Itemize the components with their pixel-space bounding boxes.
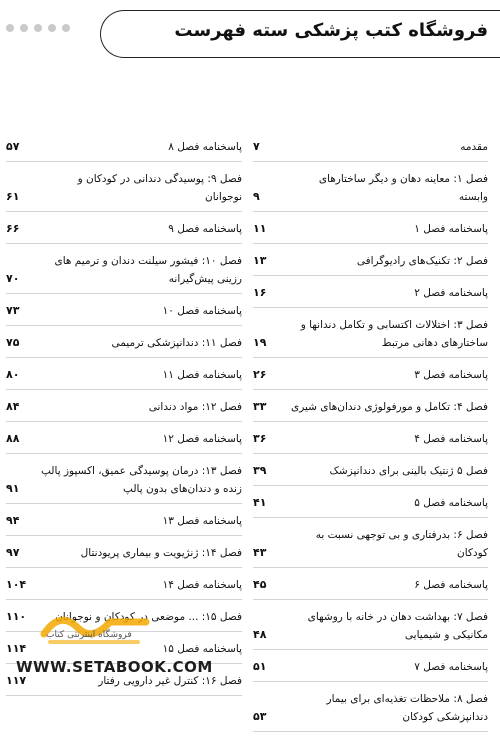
toc-entry: پاسخنامه فصل ۸ ۵۷ [6, 136, 242, 162]
toc-column-right [253, 136, 488, 738]
page-number: ۱۱ [253, 222, 267, 235]
page-number: ۱۱۷ [6, 674, 27, 687]
setabook-logo [40, 604, 150, 652]
page-number: ۲۶ [253, 368, 267, 381]
toc-entry: فصل ۱۰: فیشور سیلنت دندان و ترمیم های رزینی پیش‌گیرانه ۷۰ [6, 250, 242, 294]
page-number: ۷۰ [6, 272, 20, 285]
toc-entry: فصل ۵ ژنتیک بالینی برای دندانپزشک ۳۹ [253, 460, 488, 486]
dot [48, 24, 56, 32]
toc-entry: مقدمه ۷ [253, 136, 488, 162]
setabook-watermark [6, 600, 256, 700]
toc-entry: فصل ۱۶: کنترل غیر دارویی رفتار ۱۱۷ [6, 670, 242, 696]
toc-entry: فصل ۱۲: مواد دندانی ۸۴ [6, 396, 242, 422]
page-number: ۴۱ [253, 496, 267, 509]
page-number: ۳۶ [253, 432, 267, 445]
toc-entry: پاسخنامه فصل ۱۱ ۸۰ [6, 364, 242, 390]
toc-entry: فصل ۳: اختلالات اکتسابی و تکامل دندانها و ساختارهای دهانی مرتبط ۱۹ [253, 314, 488, 358]
page-number: ۷۳ [6, 304, 20, 317]
toc-entry: پاسخنامه فصل ۷ ۵۱ [253, 656, 488, 682]
page-number: ۶۶ [6, 222, 20, 235]
toc-entry: فصل ۱۵: ... موضعی در کودکان و نوجوانان ۱۱۰ [6, 606, 242, 632]
toc-entry: پاسخنامه فصل ۵ ۴۱ [253, 492, 488, 518]
toc-entry: پاسخنامه فصل ۶ ۴۵ [253, 574, 488, 600]
toc-entry: فصل ۸: ملاحظات تغذیه‌ای برای بیمار دندانپزشکی کودکان ۵۳ [253, 688, 488, 732]
page-title: فروشگاه کتب پزشکی سته فهرست [174, 20, 488, 41]
toc-entry: فصل ۲: تکنیک‌های رادیوگرافی ۱۳ [253, 250, 488, 276]
watermark-url: WWW.SETABOOK.COM [16, 658, 213, 676]
page-number: ۸۰ [6, 368, 20, 381]
page-number: ۳۹ [253, 464, 267, 477]
page-number: ۵۱ [253, 660, 267, 673]
page-number: ۷۵ [6, 336, 20, 349]
dot [6, 24, 14, 32]
toc-entry: پاسخنامه فصل ۴ ۳۶ [253, 428, 488, 454]
page-number: ۸۸ [6, 432, 20, 445]
page-number: ۳۳ [253, 400, 267, 413]
toc-entry: پاسخنامه فصل ۱۴ ۱۰۴ [6, 574, 242, 600]
page-number: ۱۶ [253, 286, 267, 299]
page-number: ۹۴ [6, 514, 20, 527]
dot [62, 24, 70, 32]
page-dots [6, 24, 70, 32]
toc-entry: فصل ۱۴: ژنژیویت و بیماری پریودنتال ۹۷ [6, 542, 242, 568]
page-number: ۹ [253, 190, 260, 203]
page-number: ۸۴ [6, 400, 20, 413]
toc-entry: پاسخنامه فصل ۹ ۶۶ [6, 218, 242, 244]
toc-entry: پاسخنامه فصل ۱ ۱۱ [253, 218, 488, 244]
dot [20, 24, 28, 32]
toc-entry: فصل ۱۳: درمان پوسیدگی عمیق، اکسپوز پالپ زنده و دندان‌های بدون پالپ ۹۱ [6, 460, 242, 504]
page-number: ۴۸ [253, 628, 267, 641]
toc-entry: فصل ۱: معاینه دهان و دیگر ساختارهای وابسته ۹ [253, 168, 488, 212]
page-number: ۴۵ [253, 578, 267, 591]
page-number: ۹۱ [6, 482, 20, 495]
toc-entry: فصل ۱۱: دندانپزشکی ترمیمی ۷۵ [6, 332, 242, 358]
toc-entry: فصل ۶: بدرفتاری و بی توجهی نسبت به کودکان ۴۳ [253, 524, 488, 568]
toc-entry: فصل ۹: پوسیدگی دندانی در کودکان و نوجوانان ۶۱ [6, 168, 242, 212]
page-number: ۱۰۴ [6, 578, 27, 591]
page-number: ۱۹ [253, 336, 267, 349]
page-number: ۶۱ [6, 190, 20, 203]
page-number: ۹۷ [6, 546, 20, 559]
page-number: ۴۳ [253, 546, 267, 559]
page-number: ۱۱۰ [6, 610, 27, 623]
toc-entry: پاسخنامه فصل ۳ ۲۶ [253, 364, 488, 390]
toc-entry: پاسخنامه فصل ۱۲ ۸۸ [6, 428, 242, 454]
toc-entry: فصل ۷: بهداشت دهان در خانه با روشهای مکانیکی و شیمیایی ۴۸ [253, 606, 488, 650]
toc-entry: پاسخنامه فصل ۲ ۱۶ [253, 282, 488, 308]
page-number: ۵۳ [253, 710, 267, 723]
page-number: ۷ [253, 140, 260, 153]
toc-entry: پاسخنامه فصل ۱۰ ۷۳ [6, 300, 242, 326]
page-number: ۵۷ [6, 140, 20, 153]
watermark-tagline: فروشگاه اینترنتی کتاب [46, 630, 132, 640]
dot [34, 24, 42, 32]
page-number: ۱۳ [253, 254, 267, 267]
page-number: ۱۱۴ [6, 642, 27, 655]
toc-entry: فصل ۴: تکامل و مورفولوژی دندان‌های شیری ۳۳ [253, 396, 488, 422]
toc-entry: پاسخنامه فصل ۱۳ ۹۴ [6, 510, 242, 536]
toc-entry: پاسخنامه فصل ۱۵ ۱۱۴ [6, 638, 242, 664]
